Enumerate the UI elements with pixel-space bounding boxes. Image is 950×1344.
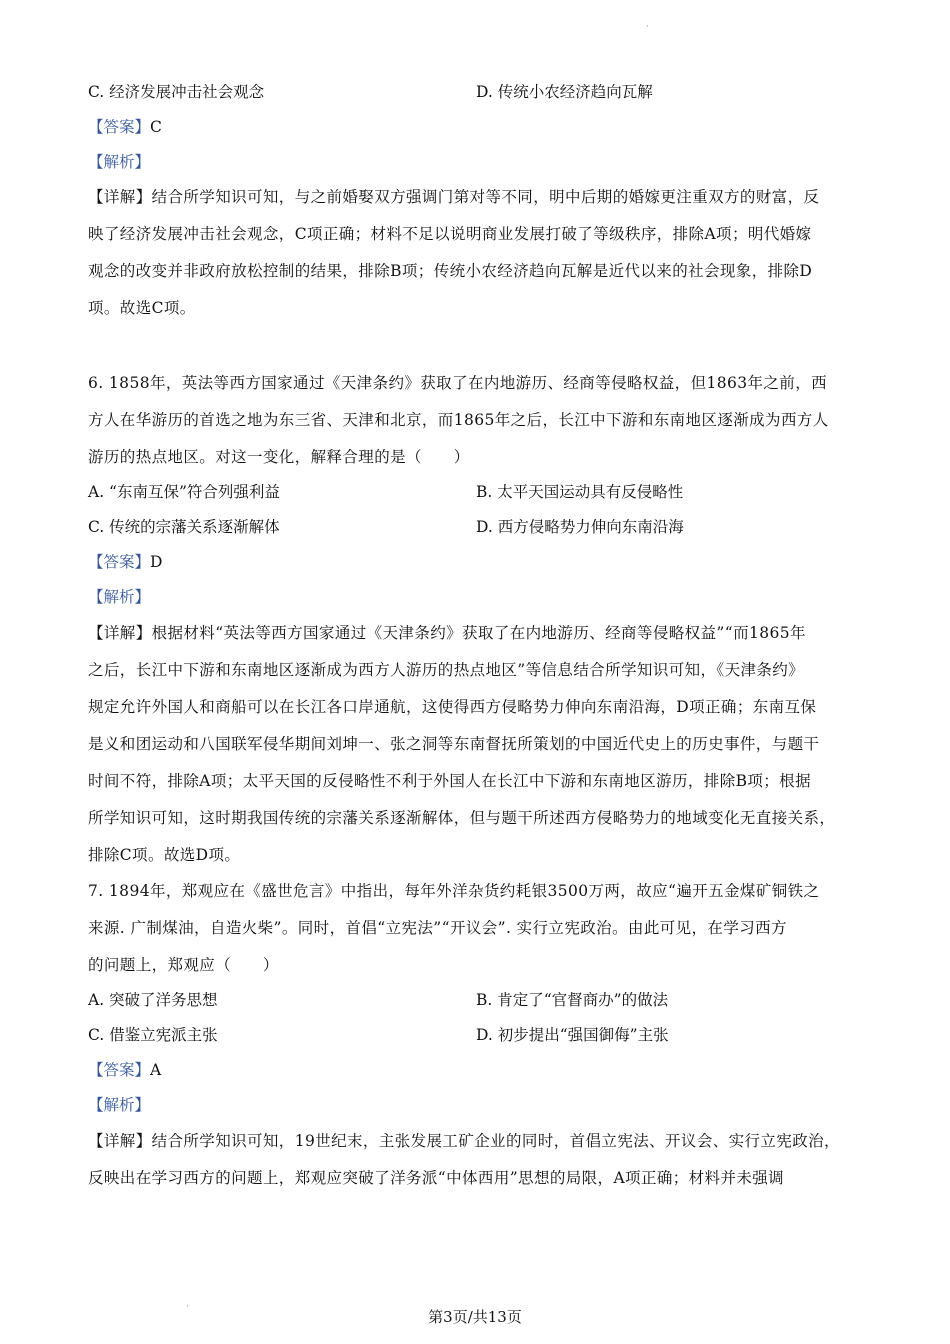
q5-analysis xyxy=(88,151,150,173)
page-footer: 第3页/共13页 xyxy=(428,1308,522,1326)
q6-option-c: C. 传统的宗藩关系逐渐解体 xyxy=(88,518,280,536)
q5-option-d: D. 传统小农经济趋向瓦解 xyxy=(476,83,653,101)
speck-mark: · xyxy=(646,22,649,32)
q7-option-d: D. 初步提出“强国御侮”主张 xyxy=(476,1026,669,1044)
q5-detail-line-3: 观念的改变并非政府放松控制的结果，排除B项；传统小农经济趋向瓦解是近代以来的社会现象，排除D xyxy=(88,262,813,280)
q7-answer-value: A xyxy=(150,1061,162,1079)
answer-label: 【答案】 xyxy=(88,1061,151,1079)
q7-analysis xyxy=(88,1094,150,1116)
q6-detail-line-2: 之后，长江中下游和东南地区逐渐成为西方人游历的热点地区”等信息结合所学知识可知，《天津条约》 xyxy=(88,661,805,679)
q6-detail-line-7: 排除C项。故选D项。 xyxy=(88,846,241,864)
q7-option-c: C. 借鉴立宪派主张 xyxy=(88,1026,218,1044)
q6-detail-line-5: 时间不符，排除A项；太平天国的反侵略性不利于外国人在长江中下游和东南地区游历，排除B项；根据 xyxy=(88,772,811,790)
q5-answer-value: C xyxy=(150,118,162,136)
q6-option-d: D. 西方侵略势力伸向东南沿海 xyxy=(476,518,684,536)
q5-option-c: C. 经济发展冲击社会观念 xyxy=(88,83,265,101)
q7-stem-line-1: 7. 1894年，郑观应在《盛世危言》中指出，每年外洋杂货约耗银3500万两，故应“遍开五金煤矿铜铁之 xyxy=(88,882,820,900)
q5-detail-line-1: 【详解】结合所学知识可知，与之前婚娶双方强调门第对等不同，明中后期的婚嫁更注重双方的财富，反 xyxy=(88,188,820,206)
analysis-label: 【解析】 xyxy=(88,1096,151,1114)
q6-answer-value: D xyxy=(150,553,163,571)
q6-option-a: A. “东南互保”符合列强利益 xyxy=(88,483,280,501)
q5-answer xyxy=(88,116,162,138)
answer-label: 【答案】 xyxy=(88,118,151,136)
q6-answer xyxy=(88,551,162,573)
q6-detail-line-3: 规定允许外国人和商船可以在长江各口岸通航，这使得西方侵略势力伸向东南沿海，D项正确；东南互保 xyxy=(88,698,817,716)
q6-stem-line-1: 6. 1858年，英法等西方国家通过《天津条约》获取了在内地游历、经商等侵略权益，但1863年之前，西 xyxy=(88,374,828,392)
q7-stem-line-3: 的问题上，郑观应（ ） xyxy=(88,956,279,974)
detail-label: 【详解】 xyxy=(88,1132,152,1150)
q6-stem-line-3: 游历的热点地区。对这一变化，解释合理的是（ ） xyxy=(88,448,470,466)
q5-detail-line-4: 项。故选C项。 xyxy=(88,299,196,317)
detail-label: 【详解】 xyxy=(88,624,152,642)
q6-stem-line-2: 方人在华游历的首选之地为东三省、天津和北京，而1865年之后，长江中下游和东南地区逐渐成为西方人 xyxy=(88,411,829,429)
speck-mark: · xyxy=(186,1302,189,1312)
detail-label: 【详解】 xyxy=(88,188,152,206)
analysis-label: 【解析】 xyxy=(88,153,151,171)
q6-detail-line-1: 【详解】根据材料“英法等西方国家通过《天津条约》获取了在内地游历、经商等侵略权益”“而1865年 xyxy=(88,624,806,642)
q5-detail-line-2: 映了经济发展冲击社会观念，C项正确；材料不足以说明商业发展打破了等级秩序，排除A项；明代婚嫁 xyxy=(88,225,812,243)
analysis-label: 【解析】 xyxy=(88,588,151,606)
q6-analysis xyxy=(88,586,150,608)
answer-label: 【答案】 xyxy=(88,553,151,571)
q6-option-b: B. 太平天国运动具有反侵略性 xyxy=(476,483,684,501)
q6-detail-line-4: 是义和团运动和八国联军侵华期间刘坤一、张之洞等东南督抚所策划的中国近代史上的历史事件，与题干 xyxy=(88,735,820,753)
q7-option-a: A. 突破了洋务思想 xyxy=(88,991,218,1009)
q7-stem-line-2: 来源. 广制煤油，自造火柴”。同时，首倡“立宪法”“开议会”. 实行立宪政治。由此可见，在学习西方 xyxy=(88,919,787,937)
q7-answer xyxy=(88,1059,161,1081)
q7-detail-line-2: 反映出在学习西方的问题上，郑观应突破了洋务派“中体西用”思想的局限，A项正确；材料并未强调 xyxy=(88,1169,785,1187)
q7-detail-line-1: 【详解】结合所学知识可知，19世纪末，主张发展工矿企业的同时，首倡立宪法、开议会、实行立宪政治， xyxy=(88,1132,840,1150)
q6-detail-line-6: 所学知识可知，这时期我国传统的宗藩关系逐渐解体，但与题干所述西方侵略势力的地域变化无直接关系， xyxy=(88,809,836,827)
q7-option-b: B. 肯定了“官督商办”的做法 xyxy=(476,991,669,1009)
